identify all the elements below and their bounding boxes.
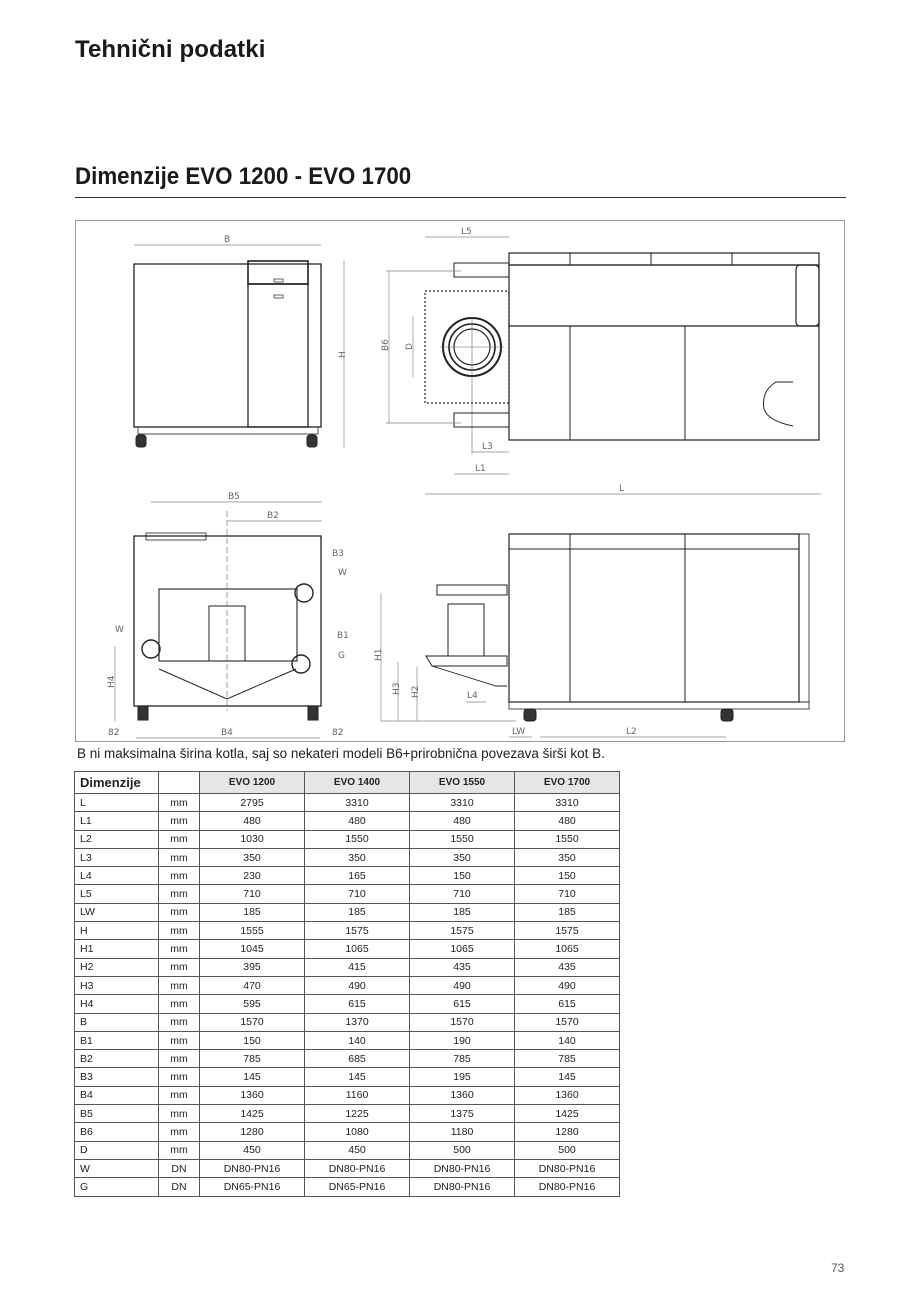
side-view: [374, 534, 809, 737]
row-value: 490: [515, 976, 620, 994]
row-unit: mm: [159, 1031, 200, 1049]
dim-label-l1: L1: [475, 464, 486, 474]
row-value: 2795: [200, 794, 305, 812]
dim-label-b3: B3: [332, 549, 344, 559]
row-value: 1030: [200, 830, 305, 848]
page-number: 73: [831, 1261, 845, 1275]
row-value: 1375: [410, 1105, 515, 1123]
row-value: 1550: [410, 830, 515, 848]
row-label: H4: [75, 995, 159, 1013]
row-unit: mm: [159, 940, 200, 958]
dim-label-h1: H1: [374, 648, 384, 661]
table-row: [75, 995, 620, 1013]
row-value: 1570: [515, 1013, 620, 1031]
row-value: 185: [305, 903, 410, 921]
header-dimension: Dimenzije: [75, 772, 159, 794]
row-value: 1080: [305, 1123, 410, 1141]
table-row: [75, 1178, 620, 1196]
row-label: B1: [75, 1031, 159, 1049]
row-unit: mm: [159, 830, 200, 848]
table-row: [75, 794, 620, 812]
table-row: [75, 903, 620, 921]
row-value: DN80-PN16: [410, 1159, 515, 1177]
dim-label-82-right: 82: [332, 728, 344, 738]
row-value: 785: [515, 1050, 620, 1068]
row-value: 435: [515, 958, 620, 976]
row-value: 710: [200, 885, 305, 903]
row-value: 1225: [305, 1105, 410, 1123]
row-value: 595: [200, 995, 305, 1013]
row-value: 185: [200, 903, 305, 921]
row-value: 1065: [305, 940, 410, 958]
row-value: 185: [410, 903, 515, 921]
dim-label-b2: B2: [267, 511, 279, 521]
section-divider: [75, 197, 846, 198]
dim-label-l2: L2: [626, 727, 637, 737]
row-value: 710: [410, 885, 515, 903]
row-value: 480: [305, 812, 410, 830]
table-row: [75, 867, 620, 885]
table-row: [75, 1086, 620, 1104]
row-value: 1555: [200, 922, 305, 940]
dim-label-g: G: [338, 651, 345, 661]
row-value: 1065: [515, 940, 620, 958]
row-value: 1370: [305, 1013, 410, 1031]
dim-label-82-left: 82: [108, 728, 120, 738]
row-value: 195: [410, 1068, 515, 1086]
row-label: H1: [75, 940, 159, 958]
row-value: 1280: [200, 1123, 305, 1141]
row-value: 190: [410, 1031, 515, 1049]
width-note: B ni maksimalna širina kotla, saj so nekateri modeli B6+prirobnična povezava širši kot B.: [77, 746, 605, 761]
row-value: 185: [515, 903, 620, 921]
row-label: L1: [75, 812, 159, 830]
row-value: 1570: [200, 1013, 305, 1031]
header-model: EVO 1200: [200, 772, 305, 794]
row-label: W: [75, 1159, 159, 1177]
row-unit: mm: [159, 1086, 200, 1104]
rear-view: [107, 492, 349, 738]
row-label: L2: [75, 830, 159, 848]
row-unit: mm: [159, 1050, 200, 1068]
row-value: 150: [200, 1031, 305, 1049]
row-label: B6: [75, 1123, 159, 1141]
row-value: 3310: [410, 794, 515, 812]
dim-label-lw: LW: [512, 727, 526, 737]
table-row: [75, 830, 620, 848]
row-unit: mm: [159, 867, 200, 885]
row-value: 1575: [515, 922, 620, 940]
row-unit: mm: [159, 885, 200, 903]
row-unit: mm: [159, 958, 200, 976]
row-value: 450: [200, 1141, 305, 1159]
row-value: 450: [305, 1141, 410, 1159]
row-unit: mm: [159, 922, 200, 940]
row-label: B4: [75, 1086, 159, 1104]
header-unit: [159, 772, 200, 794]
dim-label-w-right: W: [338, 568, 347, 578]
table-row: [75, 1159, 620, 1177]
row-label: B5: [75, 1105, 159, 1123]
row-value: 140: [515, 1031, 620, 1049]
row-value: 1280: [515, 1123, 620, 1141]
dim-label-h: H: [338, 351, 348, 358]
dim-label-w-left: W: [115, 625, 124, 635]
table-row: [75, 885, 620, 903]
row-value: 145: [515, 1068, 620, 1086]
section-title: Dimenzije EVO 1200 - EVO 1700: [75, 163, 412, 190]
dim-label-l3: L3: [482, 442, 493, 452]
table-row: [75, 940, 620, 958]
row-value: 1550: [515, 830, 620, 848]
top-view: [381, 227, 821, 494]
row-label: D: [75, 1141, 159, 1159]
row-value: 615: [515, 995, 620, 1013]
row-value: 490: [410, 976, 515, 994]
row-label: H: [75, 922, 159, 940]
row-value: 150: [410, 867, 515, 885]
row-value: 1575: [410, 922, 515, 940]
dim-label-b: B: [224, 235, 231, 245]
row-label: H2: [75, 958, 159, 976]
row-value: 1425: [200, 1105, 305, 1123]
row-value: DN80-PN16: [410, 1178, 515, 1196]
row-value: DN80-PN16: [200, 1159, 305, 1177]
row-value: 145: [200, 1068, 305, 1086]
row-value: 395: [200, 958, 305, 976]
row-label: LW: [75, 903, 159, 921]
header-model: EVO 1700: [515, 772, 620, 794]
row-unit: mm: [159, 1123, 200, 1141]
row-unit: mm: [159, 812, 200, 830]
row-label: L4: [75, 867, 159, 885]
row-value: DN80-PN16: [515, 1178, 620, 1196]
row-value: 3310: [305, 794, 410, 812]
dim-label-b6: B6: [381, 339, 391, 351]
row-value: 480: [515, 812, 620, 830]
row-label: L: [75, 794, 159, 812]
row-value: DN80-PN16: [305, 1159, 410, 1177]
row-value: 1570: [410, 1013, 515, 1031]
row-label: L3: [75, 848, 159, 866]
dimensions-table: [74, 771, 620, 1197]
row-value: 165: [305, 867, 410, 885]
front-view: [134, 235, 348, 448]
dim-label-d: D: [405, 343, 415, 350]
dim-label-b4: B4: [221, 728, 233, 738]
table-row: [75, 1068, 620, 1086]
technical-drawing: [75, 220, 845, 742]
row-unit: DN: [159, 1159, 200, 1177]
row-value: 1360: [410, 1086, 515, 1104]
row-value: 145: [305, 1068, 410, 1086]
row-value: 435: [410, 958, 515, 976]
table-row: [75, 1050, 620, 1068]
row-label: L5: [75, 885, 159, 903]
table-row: [75, 958, 620, 976]
dim-label-h2: H2: [411, 685, 421, 698]
row-value: 615: [305, 995, 410, 1013]
table-row: [75, 976, 620, 994]
row-value: 1180: [410, 1123, 515, 1141]
row-value: 480: [200, 812, 305, 830]
row-value: 1360: [200, 1086, 305, 1104]
table-row: [75, 812, 620, 830]
row-value: 1575: [305, 922, 410, 940]
dim-label-l4: L4: [467, 691, 478, 701]
row-value: 1045: [200, 940, 305, 958]
table-row: [75, 922, 620, 940]
row-value: 230: [200, 867, 305, 885]
row-value: 350: [515, 848, 620, 866]
row-value: 415: [305, 958, 410, 976]
table-row: [75, 848, 620, 866]
table-row: [75, 1031, 620, 1049]
row-value: 3310: [515, 794, 620, 812]
row-label: B: [75, 1013, 159, 1031]
row-value: 785: [410, 1050, 515, 1068]
table-row: [75, 1141, 620, 1159]
row-value: 480: [410, 812, 515, 830]
table-row: [75, 1123, 620, 1141]
row-value: 1360: [515, 1086, 620, 1104]
row-value: 500: [515, 1141, 620, 1159]
page-title: Tehnični podatki: [75, 36, 266, 63]
row-value: 150: [515, 867, 620, 885]
row-unit: mm: [159, 995, 200, 1013]
dim-label-l5: L5: [461, 227, 472, 237]
row-unit: mm: [159, 903, 200, 921]
row-unit: mm: [159, 794, 200, 812]
row-label: G: [75, 1178, 159, 1196]
table-row: [75, 1013, 620, 1031]
row-unit: mm: [159, 1105, 200, 1123]
table-header-row: [75, 772, 620, 794]
row-value: 350: [305, 848, 410, 866]
row-value: DN65-PN16: [200, 1178, 305, 1196]
row-value: 710: [305, 885, 410, 903]
row-unit: mm: [159, 1068, 200, 1086]
row-unit: DN: [159, 1178, 200, 1196]
dim-label-b5: B5: [228, 492, 240, 502]
table-row: [75, 1105, 620, 1123]
row-value: 615: [410, 995, 515, 1013]
header-model: EVO 1400: [305, 772, 410, 794]
row-unit: mm: [159, 848, 200, 866]
row-value: 500: [410, 1141, 515, 1159]
dim-label-b1: B1: [337, 631, 349, 641]
row-label: B3: [75, 1068, 159, 1086]
row-unit: mm: [159, 976, 200, 994]
row-value: 350: [200, 848, 305, 866]
row-value: 1550: [305, 830, 410, 848]
header-model: EVO 1550: [410, 772, 515, 794]
row-value: DN80-PN16: [515, 1159, 620, 1177]
dim-label-l: L: [619, 484, 625, 494]
row-value: 140: [305, 1031, 410, 1049]
row-value: 710: [515, 885, 620, 903]
row-value: 350: [410, 848, 515, 866]
row-value: 470: [200, 976, 305, 994]
row-value: DN65-PN16: [305, 1178, 410, 1196]
row-value: 785: [200, 1050, 305, 1068]
row-value: 490: [305, 976, 410, 994]
row-unit: mm: [159, 1013, 200, 1031]
row-value: 685: [305, 1050, 410, 1068]
row-label: H3: [75, 976, 159, 994]
row-value: 1425: [515, 1105, 620, 1123]
row-value: 1160: [305, 1086, 410, 1104]
row-label: B2: [75, 1050, 159, 1068]
dim-label-h4: H4: [107, 675, 117, 688]
dim-label-h3: H3: [392, 682, 402, 695]
row-unit: mm: [159, 1141, 200, 1159]
row-value: 1065: [410, 940, 515, 958]
